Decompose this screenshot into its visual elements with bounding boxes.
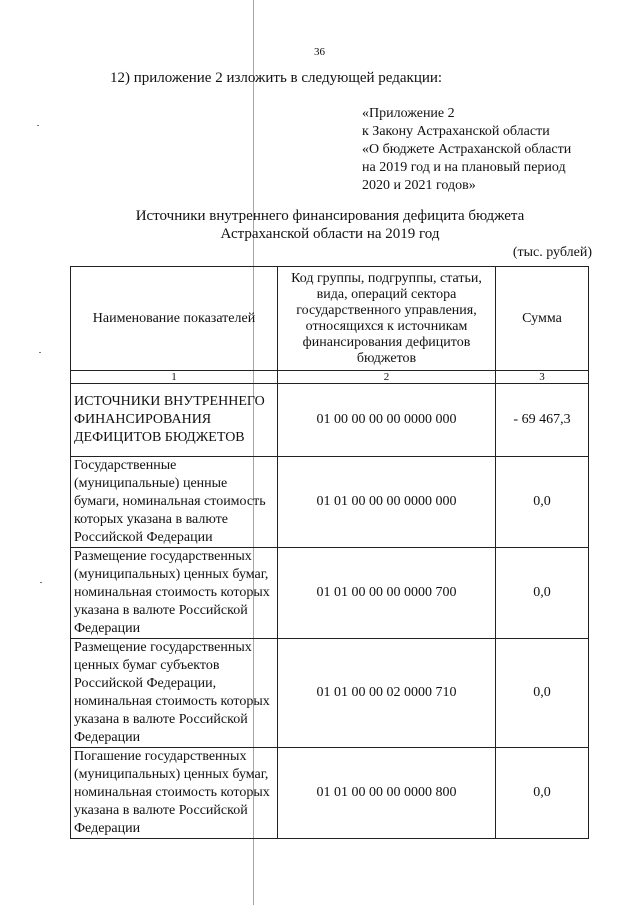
financing-sources-table [70, 266, 589, 839]
attachment-line: к Закону Астраханской области [362, 124, 550, 139]
attachment-reference [362, 105, 571, 195]
attachment-line: на 2019 год и на плановый период [362, 160, 566, 175]
row-name: Погашение государственных (муниципальных) ценных бумаг, номинальная стоимость которых указана в валюте Российской Федерации [71, 748, 278, 839]
units-label: (тыс. рублей) [512, 245, 592, 260]
row-name: Размещение государственных ценных бумаг субъектов Российской Федерации, номинальная стоимость которых указана в валюте Российской Федерации [71, 639, 278, 748]
scan-speck [39, 352, 41, 353]
table-title [60, 207, 600, 243]
row-amount: - 69 467,3 [496, 384, 589, 457]
row-name: Государственные (муниципальные) ценные бумаги, номинальная стоимость которых указана в валюте Российской Федерации [71, 457, 278, 548]
table-row [71, 457, 589, 548]
table-header-row [71, 267, 589, 371]
table-row [71, 748, 589, 839]
row-amount: 0,0 [496, 748, 589, 839]
attachment-line: «Приложение 2 [362, 106, 455, 121]
scan-speck [37, 125, 39, 126]
row-amount: 0,0 [496, 548, 589, 639]
row-code: 01 01 00 00 00 0000 000 [278, 457, 496, 548]
page-number: 36 [314, 46, 325, 58]
row-code: 01 00 00 00 00 0000 000 [278, 384, 496, 457]
column-number: 1 [71, 371, 278, 384]
title-line: Источники внутреннего финансирования дефицита бюджета [135, 208, 525, 224]
row-code: 01 01 00 00 00 0000 800 [278, 748, 496, 839]
scan-speck [40, 582, 42, 583]
row-amount: 0,0 [496, 639, 589, 748]
table-row [71, 548, 589, 639]
column-number: 2 [278, 371, 496, 384]
row-code: 01 01 00 00 02 0000 710 [278, 639, 496, 748]
row-amount: 0,0 [496, 457, 589, 548]
column-header-amount: Сумма [496, 267, 589, 371]
amendment-intro: 12) приложение 2 изложить в следующей редакции: [110, 70, 443, 86]
column-header-code: Код группы, подгруппы, статьи, вида, операций сектора государственного управления, относящихся к источникам финансирования дефицитов бюджетов [278, 267, 496, 371]
row-name: ИСТОЧНИКИ ВНУТРЕННЕГО ФИНАНСИРОВАНИЯ ДЕФИЦИТОВ БЮДЖЕТОВ [71, 384, 278, 457]
column-header-name: Наименование показателей [71, 267, 278, 371]
title-line: Астраханской области на 2019 год [220, 226, 440, 242]
row-name: Размещение государственных (муниципальных) ценных бумаг, номинальная стоимость которых указана в валюте Российской Федерации [71, 548, 278, 639]
attachment-line: 2020 и 2021 годов» [362, 178, 476, 193]
column-number-row [71, 371, 589, 384]
table-row [71, 384, 589, 457]
row-code: 01 01 00 00 00 0000 700 [278, 548, 496, 639]
column-number: 3 [496, 371, 589, 384]
attachment-line: «О бюджете Астраханской области [362, 142, 572, 157]
table-row [71, 639, 589, 748]
